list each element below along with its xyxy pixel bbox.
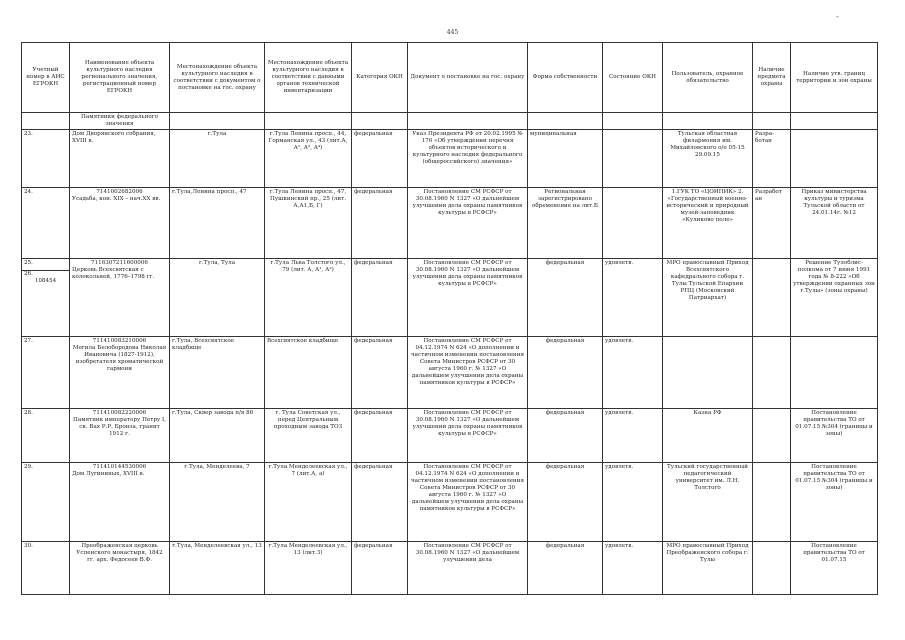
category: федеральная — [352, 337, 408, 409]
category: федеральная — [352, 259, 408, 337]
row-number: 24. — [22, 188, 70, 259]
table-header-row — [22, 43, 878, 113]
table-row — [22, 188, 878, 259]
borders: Приказ министерства культуры и туризма Тульской области от 24.01.14г. №12 — [791, 188, 878, 259]
header-cell: Документ о постановке на гос. охрану — [408, 43, 528, 113]
user-obligation: 1.ГУК ТО «ЦОИПИК» 2. «Государственный военно-исторический и природный музей-заповедник «Куликово поле» — [663, 188, 753, 259]
registry-code: 711410144530006 — [92, 464, 147, 470]
category: федеральная — [352, 542, 408, 595]
header-cell: Наличие предмета охраны — [753, 43, 791, 113]
user-obligation — [663, 337, 753, 409]
state: удовлетв. — [603, 259, 663, 337]
protection-subject: Разра-ботан — [753, 130, 791, 188]
table-row — [22, 337, 878, 409]
protection-document: Постановление СМ РСФСР от 30.08.1960 N 1327 «О дальнейшем улучшении дела охраны памятников культуры в РСФСР» — [408, 409, 528, 463]
object-name: 711410083210006 Могила Белобородова Николая Ивановича (1827-1912), изобретателя хроматической гармони — [70, 337, 170, 409]
user-obligation: Тульский государственный педагогический университет им. Л.Н. Толстого — [663, 463, 753, 542]
object-name: 7141002682006 Усадьба, кон. XIX – нач.XX вв. — [70, 188, 170, 259]
state — [603, 130, 663, 188]
protection-subject: Разработ ан — [753, 188, 791, 259]
location-document: г.Тула, Сквер завода п/я 86 — [170, 409, 265, 463]
location-document: г.Тула,Ленина просп., 47 — [170, 188, 265, 259]
row-number: 27. — [22, 337, 70, 409]
section-row — [22, 113, 878, 130]
ownership: Региональная зарегистрировано обременение на лит.Б — [528, 188, 603, 259]
header-cell: Категория ОКН — [352, 43, 408, 113]
protection-document: Постановление СМ РСФСР от 30.08.1960 N 1327 «О дальнейшем улучшении дела охраны памятников культуры в РСФСР» — [408, 188, 528, 259]
row-number: 30. — [22, 542, 70, 595]
header-cell: Наличие утв. границ территории и зон охраны — [791, 43, 878, 113]
protection-document: Постановление СМ РСФСР от 04.12.1974 N 624 «О дополнении и частичном изменении постановления Совета Министров РСФСР от 30 августа 1960 г. № 1327 «О дальнейшем улучшении дела охраны памятников культуры в РСФСР» — [408, 337, 528, 409]
object-name: Преображенская церковь Успенского монастыря, 1842 гг. арх. Федосеев В.Ф. — [70, 542, 170, 595]
borders: Решение Тулоблис-полкома от 7 июня 1991 года № 8-222 «Об утверждении охранных зон г.Тулы» (зоны охраны) — [791, 259, 878, 337]
protection-subject — [753, 337, 791, 409]
user-obligation: МРО православный Приход Всехсвятского кафедрального собора г. Тулы Тульской Епархии РПЦ (Московский Патриархат) — [663, 259, 753, 337]
user-obligation: Казна РФ — [663, 409, 753, 463]
borders: Постановление правительства ТО от 01.07.15 №304 (границы и зоны) — [791, 463, 878, 542]
object-name: 7116307211600006 Церковь Всехсвятская с колокольней, 1776–1798 гг. — [70, 259, 170, 337]
location-inventory: г.Тула Льва Толстого ул., 79 (лит. А, А¹, А²) — [265, 259, 352, 337]
category: федеральная — [352, 188, 408, 259]
header-cell: Учетный номер в АИС ЕГРОКН — [22, 43, 70, 113]
protection-document: Постановление СМ РСФСР от 04.12.1974 N 624 «О дополнении и частичном изменении постановления Совета Министров РСФСР от 30 августа 1960 г. № 1327 «О дальнейшем улучшении дела охраны памятников культуры в РСФСР» — [408, 463, 528, 542]
location-inventory: г.Тула Ленина просп., 47, Пушкинский пр., 25 (лит. А,А1,Б, Г) — [265, 188, 352, 259]
table-row — [22, 542, 878, 595]
protection-subject — [753, 259, 791, 337]
header-cell: Состояние ОКН — [603, 43, 663, 113]
header-cell: Наименование объекта культурного наследия регионального значения, регистрационный номер ЕГРОКН — [70, 43, 170, 113]
ownership: федеральная — [528, 463, 603, 542]
protection-document: Указ Президента РФ от 20.02.1995 № 176 «Об утверждении перечня объектов исторического и культурного наследия федерального (общероссийского) значения» — [408, 130, 528, 188]
location-document: г.Тула, Менделеева, 7 — [170, 463, 265, 542]
location-inventory: Всехсвятское кладбище — [265, 337, 352, 409]
category: федеральная — [352, 409, 408, 463]
protection-document: Постановление СМ РСФСР от 30.08.1960 N 1327 «О дальнейшем улучшении дела — [408, 542, 528, 595]
state: удовлетв. — [603, 337, 663, 409]
header-cell: Местонахождение объекта культурного наследия в соответствии с данными органов технической инвентаризации — [265, 43, 352, 113]
row-number: 29. — [22, 463, 70, 542]
location-inventory: г. Тула Советская ул., перед Центральным проходным завода ТОЗ — [265, 409, 352, 463]
location-inventory: г.Тула Менделеевская ул., 13 (лит.З) — [265, 542, 352, 595]
location-inventory: г.Тула Менделеевская ул., 7 (лит.А, а) — [265, 463, 352, 542]
heritage-register-table — [21, 42, 878, 595]
registry-code: 711410083210006 — [92, 338, 147, 344]
ownership: муниципальная — [528, 130, 603, 188]
ownership: федеральная — [528, 409, 603, 463]
registry-code: 7141002682006 — [96, 189, 143, 195]
protection-document: Постановление СМ РСФСР от 30.08.1960 N 1327 «О дальнейшем улучшении дела охраны памятников культуры в РСФСР» — [408, 259, 528, 337]
row-number: 28. — [22, 409, 70, 463]
category: федеральная — [352, 463, 408, 542]
location-document: г.Тула, Менделеевская ул., 13 — [170, 542, 265, 595]
location-inventory: г.Тула Ленина просп., 44, Горманская ул., 43 (лит.А, А², А³, А⁴) — [265, 130, 352, 188]
location-document: г.Тула, Тула — [170, 259, 265, 337]
registry-code: 7116307211600006 — [91, 260, 148, 266]
protection-subject — [753, 542, 791, 595]
location-document: г.Тула — [170, 130, 265, 188]
user-obligation: МРО православный Приход Преображенского собора г. Тулы — [663, 542, 753, 595]
borders — [791, 337, 878, 409]
user-obligation: Тульская областная филармония им. Михайловского о/о 05-15 29.09.15 — [663, 130, 753, 188]
table-row — [22, 259, 878, 337]
row-number: 25. 26. 108454 — [22, 259, 70, 337]
header-cell: Пользователь, охранное обязательство — [663, 43, 753, 113]
corner-mark: - — [836, 12, 839, 21]
page-number: 445 — [446, 29, 459, 36]
borders: Постановление правительства ТО от 01.07.15 №304 (границы и зоны) — [791, 409, 878, 463]
object-name: 711410144530006 Дом Лугининых, XVIII в. — [70, 463, 170, 542]
registry-code: 711410082220006 — [92, 410, 147, 416]
category: федеральная — [352, 130, 408, 188]
row-number: 23. — [22, 130, 70, 188]
ownership: федеральная — [528, 542, 603, 595]
state: удовлетв. — [603, 463, 663, 542]
header-cell: Местонахождение объекта культурного наследия в соответствии с документом о постановке на гос. охрану — [170, 43, 265, 113]
object-name: Дом Дворянского собрания, XVIII в. — [70, 130, 170, 188]
location-document: г.Тула, Всехсвятское кладбище — [170, 337, 265, 409]
protection-subject — [753, 463, 791, 542]
state — [603, 188, 663, 259]
state: удовлетв. — [603, 409, 663, 463]
table-row — [22, 409, 878, 463]
table-row — [22, 130, 878, 188]
ownership: федеральная — [528, 259, 603, 337]
state: удовлетв. — [603, 542, 663, 595]
table-row — [22, 463, 878, 542]
section-label: Памятники федерального значения — [70, 113, 170, 130]
header-cell: Форма собственности — [528, 43, 603, 113]
object-name: 711410082220006 Памятник императору Петру I, ск. Вах Р.Р. Бронза, гранит 1912 г. — [70, 409, 170, 463]
ownership: федеральная — [528, 337, 603, 409]
borders: Постановление правительства ТО от 01.07.15 — [791, 542, 878, 595]
protection-subject — [753, 409, 791, 463]
borders — [791, 130, 878, 188]
